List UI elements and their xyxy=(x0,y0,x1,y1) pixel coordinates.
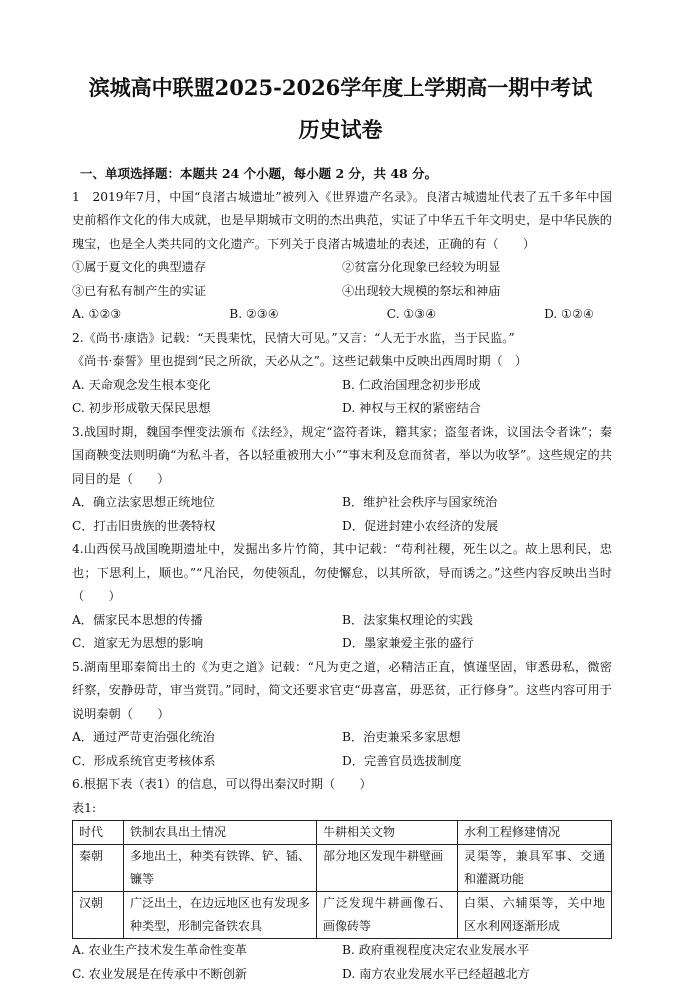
table-cell: 多地出土，种类有铁铧、铲、锸、镰等 xyxy=(124,845,317,892)
question-stem: 3.战国时期，魏国李悝变法颁布《法经》，规定“盗符者诛，籍其家；盗玺者诛，议国法令者诛”；秦国商鞅变法则明确“为私斗者，各以轻重被刑大小”“事末利及怠而贫者，举以为收孥”。这些规定的共同目的是（ ） xyxy=(72,421,612,492)
table-row xyxy=(73,845,612,892)
question-5 xyxy=(72,656,612,774)
table-cell: 灵渠等，兼具军事、交通和灌溉功能 xyxy=(458,845,612,892)
data-table xyxy=(72,820,612,939)
option-c: C．道家无为思想的影响 xyxy=(72,632,342,656)
statement-3: ③已有私有制产生的实证 xyxy=(72,280,342,304)
option-c: C. 初步形成敬天保民思想 xyxy=(72,397,342,421)
option-c: C．形成系统官吏考核体系 xyxy=(72,750,342,774)
table-header-cell: 时代 xyxy=(73,821,124,845)
exam-title: 滨城高中联盟2025-2026学年度上学期高一期中考试 xyxy=(0,72,681,102)
table-header-cell: 牛耕相关文物 xyxy=(317,821,458,845)
table-header-cell: 水利工程修建情况 xyxy=(458,821,612,845)
table-cell: 广泛发现牛耕画像石、画像砖等 xyxy=(317,892,458,939)
option-b: B．治吏兼采多家思想 xyxy=(342,726,612,750)
question-stem: 4.山西侯马战国晚期遗址中，发掘出多片竹简，其中记载：“苟利社稷，死生以之。故上思利民，忠也；下思利上，顺也。”“凡治民，勿使领乱，勿使懈怠，以其所欲，导而诱之。”这些内容反映出当时（ ） xyxy=(72,538,612,609)
option-b: B．维护社会秩序与国家统治 xyxy=(342,491,612,515)
table-cell: 广泛出土，在边远地区也有发现多种类型，形制完备铁农具 xyxy=(124,892,317,939)
statement-1: ①属于夏文化的典型遗存 xyxy=(72,256,342,280)
option-d: D．墨家兼爱主张的盛行 xyxy=(342,632,612,656)
option-c: C．打击旧贵族的世袭特权 xyxy=(72,515,342,539)
table-header-cell: 铁制农具出土情况 xyxy=(124,821,317,845)
question-1 xyxy=(72,186,612,327)
exam-subtitle: 历史试卷 xyxy=(0,114,681,144)
question-3 xyxy=(72,421,612,539)
option-b: B. 政府重视程度决定农业发展水平 xyxy=(342,939,612,963)
option-d: D. 神权与王权的紧密结合 xyxy=(342,397,612,421)
option-d: D．促进封建小农经济的发展 xyxy=(342,515,612,539)
option-a: A．确立法家思想正统地位 xyxy=(72,491,342,515)
table-header-row xyxy=(73,821,612,845)
option-b: B. ②③④ xyxy=(229,303,278,327)
section-heading: 一、单项选择题：本题共 24 个小题，每小题 2 分，共 48 分。 xyxy=(72,162,612,186)
question-2 xyxy=(72,327,612,421)
option-d: D. ①②④ xyxy=(544,303,594,327)
question-4 xyxy=(72,538,612,656)
statement-4: ④出现较大规模的祭坛和神庙 xyxy=(342,280,612,304)
option-c: C. 农业发展是在传承中不断创新 xyxy=(72,963,342,986)
question-stem: 2.《尚书·康诰》记载：“天畏棐忱，民情大可见。”又言：“人无于水监，当于民监。” xyxy=(72,327,612,351)
option-a: A. 农业生产技术发生革命性变革 xyxy=(72,939,342,963)
question-stem-cont: 《尚书·泰誓》里也提到“民之所欲，天必从之”。这些记载集中反映出西周时期（ ） xyxy=(72,350,612,374)
question-6 xyxy=(72,773,612,986)
question-stem: 1 2019年7月，中国“良渚古城遗址”被列入《世界遗产名录》。良渚古城遗址代表了五千多年中国史前稻作文化的伟大成就，也是早期城市文明的杰出典范，实证了中华五千年文明史，是中华民族的瑰宝，也是全人类共同的文化遗产。下列关于良渚古城遗址的表述，正确的有（ ） xyxy=(72,186,612,257)
question-stem: 6.根据下表（表1）的信息，可以得出秦汉时期（ ） xyxy=(72,773,612,797)
table-label: 表1: xyxy=(72,797,612,821)
option-b: B. 仁政治国理念初步形成 xyxy=(342,374,612,398)
option-a: A. ①②③ xyxy=(72,303,121,327)
statement-2: ②贫富分化现象已经较为明显 xyxy=(342,256,612,280)
table-cell: 秦朝 xyxy=(73,845,124,892)
exam-content xyxy=(72,162,612,986)
option-d: D．完善官员选拔制度 xyxy=(342,750,612,774)
table-cell: 部分地区发现牛耕壁画 xyxy=(317,845,458,892)
option-a: A．儒家民本思想的传播 xyxy=(72,609,342,633)
option-a: A．通过严苛吏治强化统治 xyxy=(72,726,342,750)
option-b: B．法家集权理论的实践 xyxy=(342,609,612,633)
option-d: D. 南方农业发展水平已经超越北方 xyxy=(342,963,612,986)
option-c: C. ①③④ xyxy=(387,303,436,327)
table-row xyxy=(73,892,612,939)
question-stem: 5.湖南里耶秦简出土的《为吏之道》记载：“凡为吏之道，必精洁正直，慎谨坚固，审悉毋私，微密纤察，安静毋苛，审当赏罚。”同时，简文还要求官吏“毋喜富，毋恶贫，正行修身”。这些内容可用于说明秦朝（ ） xyxy=(72,656,612,727)
option-a: A. 天命观念发生根本变化 xyxy=(72,374,342,398)
table-cell: 白渠、六辅渠等，关中地区水利网逐渐形成 xyxy=(458,892,612,939)
table-cell: 汉朝 xyxy=(73,892,124,939)
